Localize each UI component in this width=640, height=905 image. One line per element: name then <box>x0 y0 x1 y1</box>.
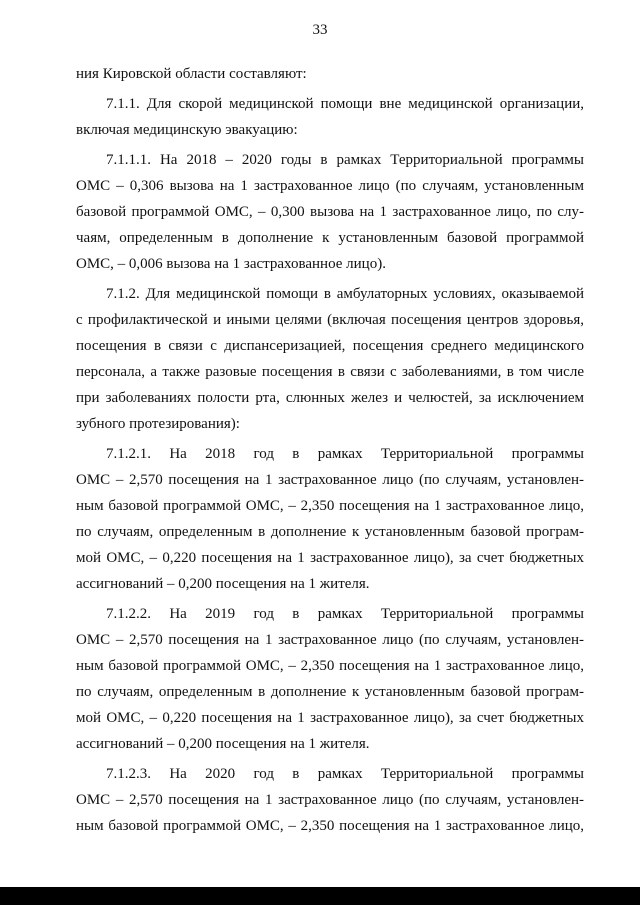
text-line: посещения в связи с диспансеризацией, посещения среднего медицинского <box>76 338 584 354</box>
text-line: мой ОМС, – 0,220 посещения на 1 застрахованное лицо), за счет бюджетных <box>76 710 584 726</box>
text-line: ассигнований – 0,200 посещения на 1 жителя. <box>76 576 370 592</box>
text-line: с профилактической и иными целями (включая посещения центров здоровья, <box>76 312 584 328</box>
text-line: ОМС, – 0,006 вызова на 1 застрахованное лицо). <box>76 256 386 272</box>
text-line: ОМС – 2,570 посещения на 1 застрахованное лицо (по случаям, установлен- <box>76 792 584 808</box>
text-line: ОМС – 0,306 вызова на 1 застрахованное лицо (по случаям, установленным <box>76 178 584 194</box>
text-line: ния Кировской области составляют: <box>76 66 307 82</box>
text-line: мой ОМС, – 0,220 посещения на 1 застрахованное лицо), за счет бюджетных <box>76 550 584 566</box>
text-line: включая медицинскую эвакуацию: <box>76 122 298 138</box>
text-line: зубного протезирования): <box>76 416 240 432</box>
text-line: при заболеваниях полости рта, слюнных желез и челюстей, за исключением <box>76 390 584 406</box>
text-line: ОМС – 2,570 посещения на 1 застрахованное лицо (по случаям, установлен- <box>76 632 584 648</box>
text-line: ным базовой программой ОМС, – 2,350 посещения на 1 застрахованное лицо, <box>76 818 584 834</box>
text-line: персонала, а также разовые посещения в связи с заболеваниями, в том числе <box>76 364 584 380</box>
text-line: ОМС – 2,570 посещения на 1 застрахованное лицо (по случаям, установлен- <box>76 472 584 488</box>
text-line: ным базовой программой ОМС, – 2,350 посещения на 1 застрахованное лицо, <box>76 498 584 514</box>
text-line: ным базовой программой ОМС, – 2,350 посещения на 1 застрахованное лицо, <box>76 658 584 674</box>
document-body <box>76 61 584 839</box>
paragraph-heading-7-1-2-2: 7.1.2.2. На 2019 год в рамках Территориальной программы <box>106 606 584 622</box>
paragraph-heading-7-1-1-1: 7.1.1.1. На 2018 – 2020 годы в рамках Территориальной программы <box>106 152 584 168</box>
paragraph-heading-7-1-2-3: 7.1.2.3. На 2020 год в рамках Территориальной программы <box>106 766 584 782</box>
text-line: базовой программой ОМС, – 0,300 вызова на 1 застрахованное лицо, по слу- <box>76 204 584 220</box>
page-number: 33 <box>312 22 328 38</box>
text-line: чаям, определенным в дополнение к установленным базовой программой <box>76 230 584 246</box>
text-line: по случаям, определенным в дополнение к установленным базовой програм- <box>76 524 584 540</box>
scan-edge-bar <box>0 887 640 905</box>
paragraph-heading-7-1-2-1: 7.1.2.1. На 2018 год в рамках Территориальной программы <box>106 446 584 462</box>
text-line: ассигнований – 0,200 посещения на 1 жителя. <box>76 736 370 752</box>
text-line: по случаям, определенным в дополнение к установленным базовой програм- <box>76 684 584 700</box>
paragraph-heading-7-1-2: 7.1.2. Для медицинской помощи в амбулаторных условиях, оказываемой <box>106 286 584 302</box>
paragraph-heading-7-1-1: 7.1.1. Для скорой медицинской помощи вне медицинской организации, <box>106 96 584 112</box>
